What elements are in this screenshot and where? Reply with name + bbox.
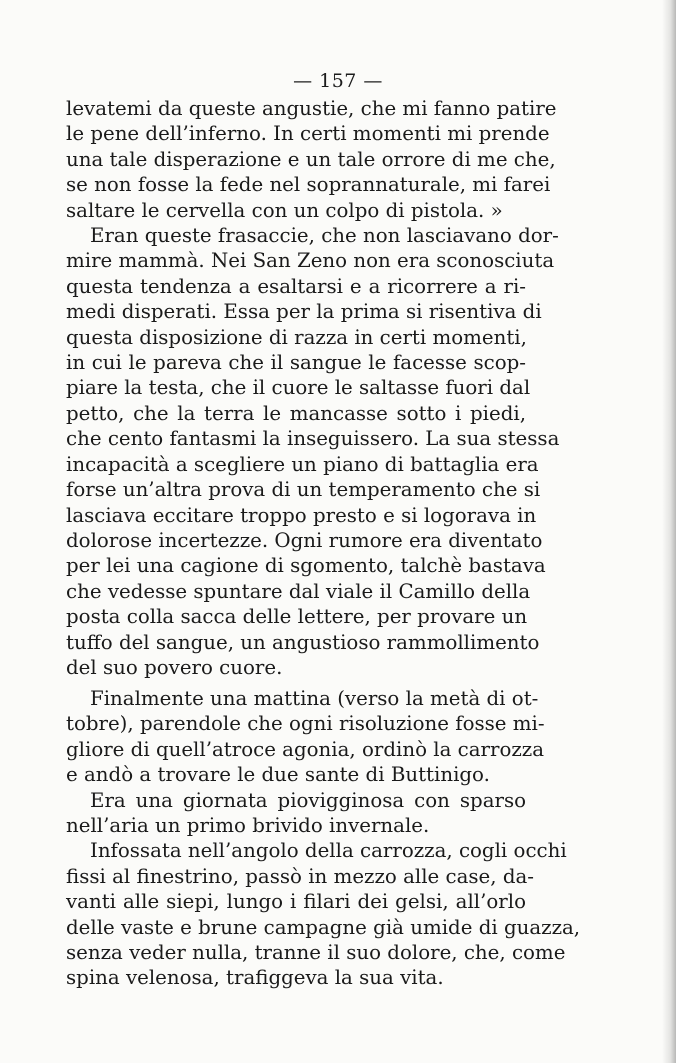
text-line: tobre), parendole che ogni risoluzione fosse mi-: [66, 712, 545, 736]
text-line: per lei una cagione di sgomento, talchè bastava: [66, 554, 546, 578]
text-line: e andò a trovare le due sante di Buttinigo.: [66, 763, 490, 787]
text-line: saltare le cervella con un colpo di pistola. »: [66, 198, 503, 222]
text-line: posta colla sacca delle lettere, per provare un: [66, 605, 528, 629]
text-line: lasciava eccitare troppo presto e si logorava in: [66, 503, 537, 527]
text-line: forse un’altra prova di un temperamento che si: [66, 478, 541, 502]
text-line: una tale disperazione e un tale orrore di me che,: [66, 147, 556, 171]
paragraph: [66, 223, 560, 680]
text-line: vanti alle siepi, lungo i filari dei gelsi, all’orlo: [66, 890, 526, 914]
page-edge-shadow: [662, 0, 676, 1063]
text-line: se non fosse la fede nel soprannaturale, mi farei: [66, 173, 551, 197]
text-line: petto, che la terra le mancasse sotto i piedi,: [66, 401, 526, 425]
text-line: le pene dell’inferno. In certi momenti mi prende: [66, 122, 550, 146]
text-line: piare la testa, che il cuore le saltasse fuori dal: [66, 376, 531, 400]
text-line: mire mammà. Nei San Zeno non era sconosciuta: [66, 249, 555, 273]
text-line: spina velenosa, trafiggeva la sua vita.: [66, 966, 444, 990]
text-line: medi disperati. Essa per la prima si risentiva di: [66, 300, 542, 324]
text-line: levatemi da queste angustie, che mi fanno patire: [66, 97, 557, 120]
text-line: questa disposizione di razza in certi momenti,: [66, 325, 527, 349]
paragraph: [66, 788, 526, 839]
page-number: — 157 —: [293, 70, 383, 92]
text-line: del suo povero cuore.: [66, 655, 283, 679]
text-block-bottom: [66, 686, 581, 991]
text-block-top: [66, 96, 560, 680]
text-line: che vedesse spuntare dal viale il Camillo della: [66, 579, 531, 603]
text-line: Eran queste frasaccie, che non lasciavano dor-: [90, 224, 559, 248]
text-line: nell’aria un primo brivido invernale.: [66, 814, 430, 838]
text-line: gliore di quell’atroce agonia, ordinò la carrozza: [66, 737, 545, 761]
text-line: questa tendenza a esaltarsi e a ricorrere a ri-: [66, 274, 526, 298]
text-line: Finalmente una mattina (verso la metà di ot-: [90, 687, 539, 710]
text-line: tuffo del sangue, un angustioso rammollimento: [66, 630, 540, 654]
text-line: in cui le pareva che il sangue le facesse scop-: [66, 351, 526, 375]
paragraph: [66, 686, 545, 788]
text-line: che cento fantasmi la inseguissero. La sua stessa: [66, 427, 560, 451]
paragraph: [66, 838, 581, 990]
text-line: Infossata nell’angolo della carrozza, cogli occhi: [90, 839, 567, 863]
text-line: incapacità a scegliere un piano di battaglia era: [66, 452, 539, 476]
text-line: Era una giornata piovigginosa con sparso: [90, 788, 526, 812]
text-line: senza veder nulla, tranne il suo dolore, che, come: [66, 941, 566, 965]
paragraph: [66, 96, 557, 223]
text-line: delle vaste e brune campagne già umide di guazza,: [66, 915, 581, 939]
text-line: fissi al finestrino, passò in mezzo alle case, da-: [66, 864, 534, 888]
text-line: dolorose incertezze. Ogni rumore era diventato: [66, 528, 543, 552]
